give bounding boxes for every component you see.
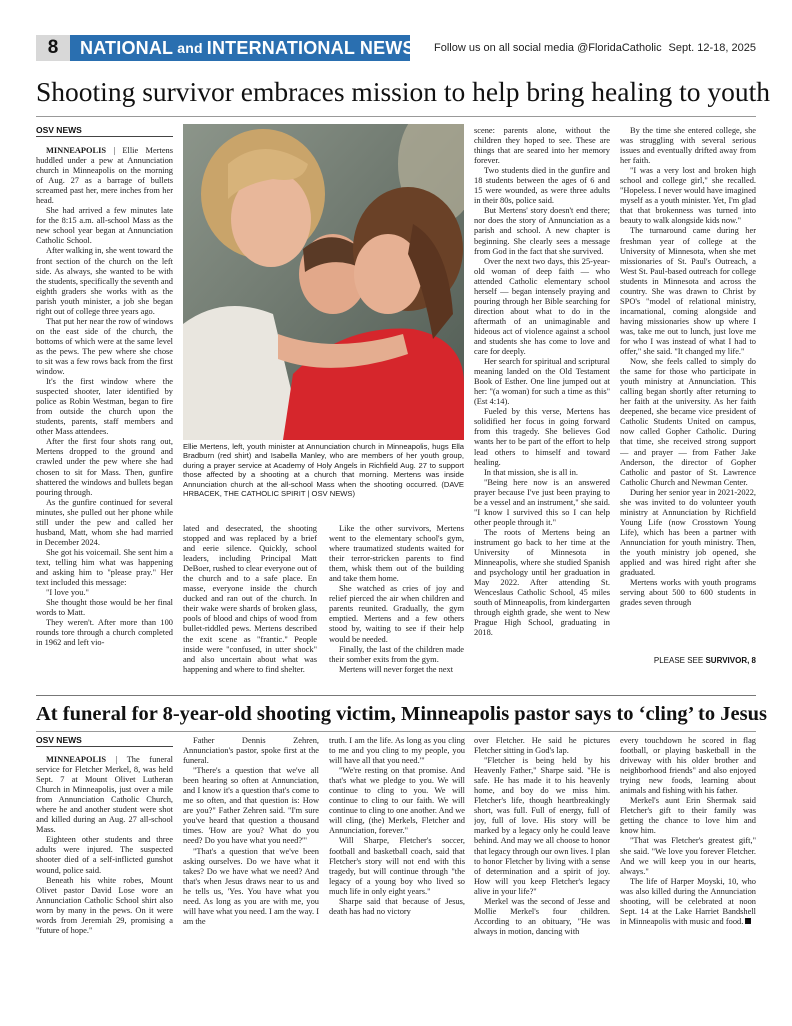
section-title-part2: INTERNATIONAL NEWS — [206, 37, 415, 58]
story1-col5-p1: By the time she entered college, she was struggling with several serious issues and eventually drifted away from her faith. — [620, 126, 756, 166]
story2-col2-p2: "There's a question that we've all been hearing so often at Annunciation, and I know it's a question that's come to me so often, and that question is: How are you?" Father Zehren said. "I'm sure you've heard that question a thousand times. 'How are you? What do you need? Do you have what you need?'" — [183, 766, 319, 846]
story2-col1-p1: | The funeral service for Fletcher Merkel, 8, was held Sept. 7 at Mount Olivet Lutheran Church in Minneapolis, just over a mile from Annunciation Catholic Church, where he and another student were shot and killed during an Aug. 27 all-school Mass. — [36, 755, 173, 835]
story1-col1-p10: She thought those would be her final words to Matt. — [36, 598, 173, 618]
hug-photo — [183, 124, 464, 440]
story1-col1-p1: | Ellie Mertens huddled under a pew at Annunciation church in Minneapolis on the morning of Aug. 27 as a barrage of bullets screamed past her, mere inches from her head. — [36, 146, 173, 206]
byline2-rule — [36, 746, 173, 747]
story2-col1-p2: Eighteen other students and three adults were injured. The suspected shooter died of a self-inflicted gunshot wound, police said. — [36, 835, 173, 875]
story2-col4-p2: "Fletcher is being held by his Heavenly Father," Sharpe said. "He is safe. He has made it to his heavenly home, and boy do we miss him. Fletcher's life, though heartbreakingly short, was full. Full of energy, full of joy, full of love. His story will be marked by a legacy only he could leave behind. And may we all choose to honor that legacy through our own lives. I plan to honor Fletcher by living with a sense of determination and a spirit of joy. How will you keep Fletcher's legacy alive in your life?" — [474, 756, 610, 896]
story2-column-5 — [620, 736, 756, 985]
story1-col4-p7: In that mission, she is all in. — [484, 467, 578, 477]
story1-col3-p1: Like the other survivors, Mertens went to the elementary school's gym, where traumatized students waited for their terror-stricken parents to find them, whisk them out of the building and take them home. — [329, 524, 464, 584]
jump-prefix: PLEASE SEE — [653, 656, 706, 665]
section-title-and: and — [177, 40, 203, 56]
story2-headline: At funeral for 8-year-old shooting victim, Minneapolis pastor says to ‘cling’ to Jesus — [36, 703, 767, 725]
story1-column-2 — [183, 524, 317, 678]
story1-col1-p5: It's the first window where the suspected shooter, later identified by police as Robin Westman, began to fire from outside the church upon the students, parents, staff members and other Mass attendees. — [36, 377, 173, 437]
end-mark-icon — [745, 918, 751, 924]
story1-col1-p7: As the gunfire continued for several minutes, she pulled out her phone while still under the pew and called her husband, Matt, whom she had married in December 2024. — [36, 497, 173, 547]
story1-col1-p8: She got his voicemail. She sent him a text, telling him what was happening and asking him to "please pray." Her text included this message: — [36, 547, 173, 588]
story2-col1-p3: Beneath his white robes, Mount Olivet pastor David Lose wore an Annunciation Catholic School shirt also worn by many in the pews. On it were words from Jeremiah 29, promising a "future of hope." — [36, 875, 173, 935]
story1-col4-p9: The roots of Mertens being an instrument go back to her time at the University of Minnesota in Minneapolis, where she studied Spanish and psychology until her graduation in May 2022. After attending St. Wenceslaus Catholic School, 45 miles south of Minneapolis, from kindergarten through eighth grade, she went to New Prague High School, graduating in 2018. — [474, 527, 610, 638]
story2-dateline: MINNEAPOLIS — [46, 755, 107, 764]
story1-col5-p6: Mertens works with youth programs serving about 500 to 600 students in grades seven through — [620, 578, 756, 608]
story1-col4-p2: Two students died in the gunfire and 18 students between the ages of 6 and 15 were wounded, as were three adults in their 80s, police said. — [474, 166, 610, 206]
story2-col5-p3: "That was Fletcher's greatest gift," she said. "We love you forever Fletcher. And we will keep you in our hearts, always." — [620, 836, 756, 876]
story1-byline: OSV NEWS — [36, 125, 82, 135]
story1-headline: Shooting survivor embraces mission to help bring healing to youth — [36, 76, 771, 107]
story1-col1-p11: They weren't. After more than 100 rounds tore through a church completed in 1962 and left vio- — [36, 618, 173, 648]
story1-column-5 — [620, 126, 756, 650]
story2-column-1 — [36, 755, 173, 985]
story1-col5-p2: "I was a very lost and broken high school and college girl," she recalled. "Hopeless. I never would have imagined myself as a youth minister. Yet, I'm glad that that brokenness was turned into beauty to walk alongside kids now." — [620, 166, 756, 226]
story1-col1-p2: She had arrived a few minutes late for the 8:15 a.m. all-school Mass as the new school year began at Annunciation Catholic School. — [36, 206, 173, 246]
story1-column-1 — [36, 146, 173, 678]
story2-column-4 — [474, 736, 610, 985]
story2-byline: OSV NEWS — [36, 735, 82, 745]
story2-col3-p2: "We're resting on that promise. And that's what we pledge to you. We will continue to cling to you. We will continue to cling to our faith. We will continue to cling to one another. And we will cling, (the) Merkels, Fletcher and Annunciation, forever." — [329, 766, 465, 836]
byline-rule — [36, 136, 173, 137]
story2-column-3 — [329, 736, 465, 985]
story1-dateline: MINNEAPOLIS — [46, 146, 107, 155]
story1-col4-p6: Fueled by this verse, Mertens has solidified her focus in going forward from this tragedy. She believes God wants her to be part of the effort to help lead others to himself and toward healing. — [474, 407, 610, 467]
story1-col1-p9: "I love you." — [46, 588, 89, 598]
story1-col5-p4: Now, she feels called to simply do the same for those who participate in youth ministry at Annunciation. This calling began shortly after returning to her faith at the university. As her faith deepened, she became vice president of Catholic Students United on campus, now called Gopher Catholic. During that time, she received strong support — and prayer — from Father Jake Anderson, the director of Gopher Catholic and pastor of St. Lawrence Catholic Church and Newman Center. — [620, 357, 756, 487]
section-title — [70, 35, 415, 61]
continuation-jump[interactable] — [654, 656, 756, 665]
story1-col4-p4: Over the next two days, this 25-year-old woman of deep faith — who attended Catholic elementary school herself — began intensely praying and pouring through her Bible searching for direction about what to do in the aftermath of an unimaginable and hideous act of violence against a school and students she has come to love and care for deeply. — [474, 256, 610, 357]
story1-col5-p3: The turnaround came during her freshman year of college at the University of Minnesota, when she met missionaries of St. Paul's Outreach, a West St. Paul-based outreach for college students in Minnesota and across the country. She was drawn to Christ by SPO's "model of relational ministry, incarnational, coming alongside and having missionaries show up where I was, take me out to lunch, just love me for who I was instead of what I had to offer," she said. "It changed my life." — [620, 226, 756, 357]
story-divider — [36, 695, 756, 696]
story1-col2-text: lated and desecrated, the shooting stopped and was replaced by a brief and eerie silence. Quickly, school leaders, including Principal Matt DeBoer, rushed to clear everyone out of the church and to a safe place. En masse, everyone inside the church ducked and ran out of the church. In their wake were shards of broken glass, pools of blood and chips of wood from bullet-riddled pews. Mertens described the exit scene as "frantic." People inside were "confused, in utter shock" and also uncertain about what was happening and where to find shelter. — [183, 524, 317, 674]
story1-col4-p5: Her search for spiritual and scriptural meaning landed on the Old Testament Book of Esther. One line jumped out at her: "(a woman) for such a time as this" (Est 4:14). — [474, 357, 610, 407]
story1-column-3 — [329, 524, 464, 678]
story1-col5-p5: During her senior year in 2021-2022, she was invited to do volunteer youth ministry at Annunciation by Richfield Young Life (now Crosstown Young Life), which has been a partner with Annunciation for youth ministry. Then, the youth ministry job opened, she applied and was hired right after she graduated. — [620, 487, 756, 578]
jump-target: SURVIVOR, 8 — [705, 656, 756, 665]
issue-date: Sept. 12-18, 2025 — [668, 42, 756, 54]
story1-col4-p8: "Being here now is an answered prayer because I've just been praying to be a vessel and an instrument," she said. "I know I survived this so I can help other people through it." — [474, 477, 610, 527]
section-title-part1: NATIONAL — [80, 37, 174, 58]
page-header — [36, 35, 756, 61]
story2-col4-p3: Merkel was the second of Jesse and Mollie Merkel's four children. According to an obituary, "He was always in motion, dancing with — [474, 896, 610, 936]
headline2-divider — [36, 731, 756, 732]
story2-col5-p4: The life of Harper Moyski, 10, who was also killed during the Annunciation shooting, will be celebrated at noon Sept. 14 at the Lake Harriet Bandshell in Minneapolis with music and food. — [620, 876, 756, 926]
story1-col3-p4: Mertens will never forget the next — [339, 664, 454, 674]
story2-col3-p4: Sharpe said that because of Jesus, death has had no victory — [329, 896, 465, 916]
story1-col3-p2: She watched as cries of joy and relief pierced the air when children and parents reunited. Gradually, the gym emptied. Mertens and a few others stood by, waiting to see if their help would be needed. — [329, 584, 464, 644]
story1-col4-p3: But Mertens' story doesn't end there; nor does the story of Annunciation as a parish and school. A new chapter is beginning. She clearly sees a message from God in the fact that she survived. — [474, 206, 610, 256]
story1-col1-p3: After walking in, she went toward the front section of the church on the left side. As always, she wanted to be with the students, specifically the seventh and eighth graders she works with as the parish youth minister, a job she began right out of college three years ago. — [36, 246, 173, 316]
story2-column-2 — [183, 736, 319, 985]
photo-caption: Ellie Mertens, left, youth minister at Annunciation church in Minneapolis, hugs Ella Bradburn (red shirt) and Isabella Manley, who are members of her youth group, during a prayer service at Academy of Holy Angels in Richfield Aug. 27 to support those affected by a shooting at a church that morning. Mertens was inside Annunciation church at the all-school Mass when the shooting occurred. (DAVE HRBACEK, THE CATHOLIC SPIRIT | OSV NEWS) — [183, 442, 464, 499]
story2-col4-p1: over Fletcher. He said he pictures Fletcher sitting in God's lap. — [474, 736, 610, 756]
story2-col5-p2: Merkel's aunt Erin Shermak said Fletcher's gift to their family was getting the chance to love him and know him. — [620, 796, 756, 836]
story2-col2-p3: "That's a question that we've been asking ourselves. Do we have what it takes? Do we have what we need? And that's when Jesus draws near to us and he tells us, 'Yes. You have what you need. As long as you are with me, you will have what you need. I am the way. I am the — [183, 846, 319, 926]
story1-col3-p3: Finally, the last of the children made their somber exits from the gym. — [329, 644, 464, 664]
story2-col3-p3: Will Sharpe, Fletcher's soccer, football and basketball coach, said that Fletcher's story will not end with this tragedy, but will continue through "the legacy of a young boy who lived so much life in only eight years." — [329, 836, 465, 896]
social-follow-text: Follow us on all social media @FloridaCatholic — [434, 42, 662, 54]
story2-col2-p1: Father Dennis Zehren, Annunciation's pastor, spoke first at the funeral. — [183, 736, 319, 766]
page-number: 8 — [36, 35, 70, 61]
story2-col5-p1: every touchdown he scored in flag football, or playing basketball in the driveway with his older brother and neighborhood friends" and also enjoyed trying new foods, learning about animals and fishing with his father. — [620, 736, 756, 796]
story1-col1-p6: After the first four shots rang out, Mertens dropped to the ground and crawled under the pew where she had chosen to sit for Mass. Then, gunfire shattered the windows and bullets began pouring through. — [36, 437, 173, 497]
story1-col4-p1: scene: parents alone, without the children they hoped to see. These are things that are seared into her memory forever. — [474, 126, 610, 166]
story2-col3-p1: truth. I am the life. As long as you cling to me and you cling to my people, you will have all that you need.'" — [329, 736, 465, 766]
story1-col1-p4: That put her near the row of windows on the east side of the church, the bottoms of which were at the same level as the pews. The pew where she chose to sit was a few rows back from the first window. — [36, 316, 173, 377]
story1-column-4 — [474, 126, 610, 668]
headline-divider — [36, 116, 756, 117]
